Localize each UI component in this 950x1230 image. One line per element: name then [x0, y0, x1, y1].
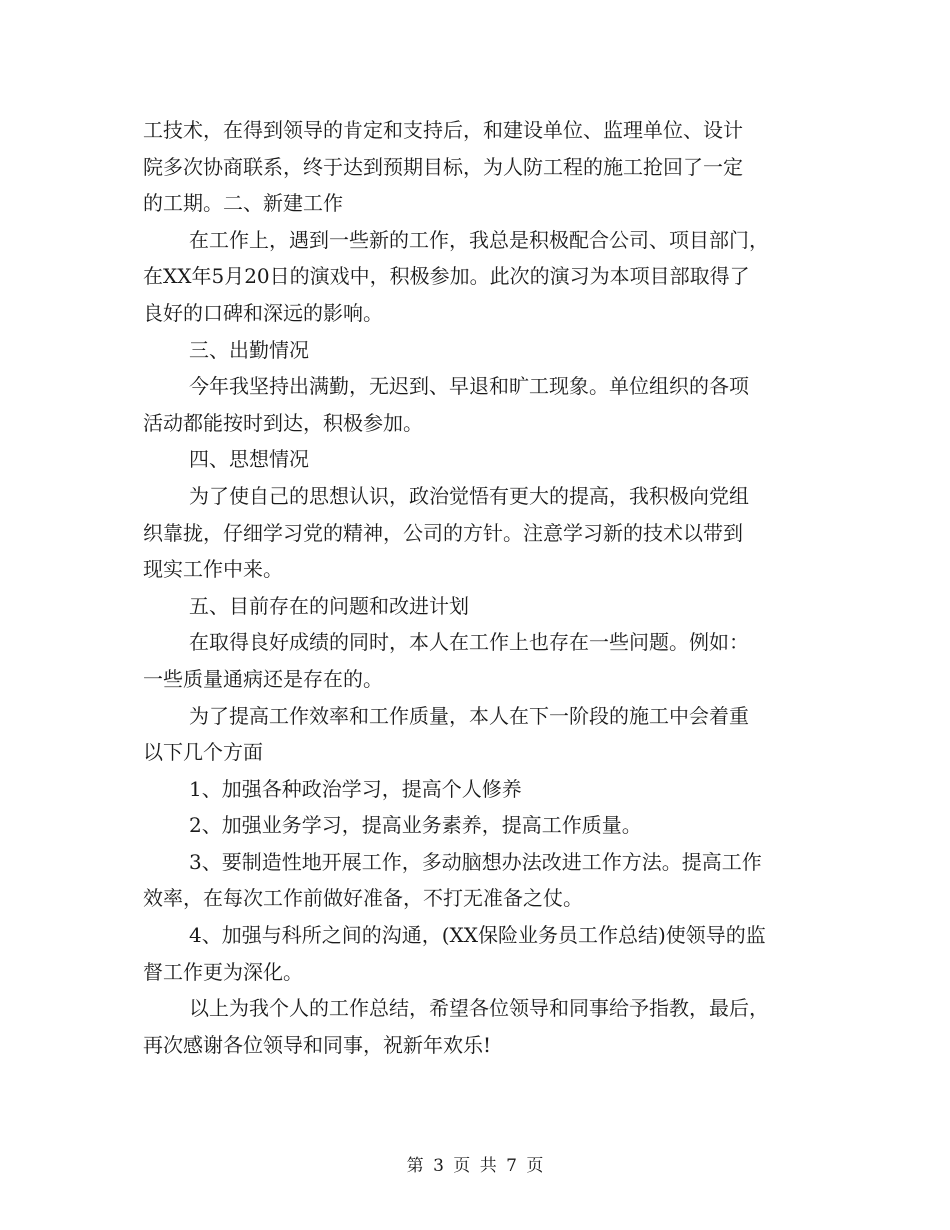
text-line: 督工作更为深化。 [143, 959, 303, 984]
text-line: 活动都能按时到达，积极参加。 [143, 410, 423, 435]
text-line: 良好的口碑和深远的影响。 [143, 300, 383, 325]
list-item: 1、加强各种政治学习，提高个人修养 [189, 776, 522, 801]
text-line: 织靠拢，仔细学习党的精神，公司的方针。注意学习新的技术以带到 [143, 520, 743, 545]
list-item: 3、要制造性地开展工作，多动脑想办法改进工作方法。提高工作 [189, 849, 762, 874]
section-heading: 四、思想情况 [189, 447, 309, 472]
section-heading: 五、目前存在的问题和改进计划 [189, 593, 469, 618]
list-item: 2、加强业务学习，提高业务素养，提高工作质量。 [189, 813, 642, 838]
text-line: 的工期。二、新建工作 [143, 191, 343, 216]
text-line: 在XX年5月20日的演戏中，积极参加。此次的演习为本项目部取得了 [143, 264, 750, 289]
text-line: 今年我坚持出满勤，无迟到、早退和旷工现象。单位组织的各项 [189, 374, 749, 399]
text-line: 现实工作中来。 [143, 557, 283, 582]
text-line: 为了使自己的思想认识，政治觉悟有更大的提高，我积极向党组 [189, 483, 749, 508]
text-line: 工技术，在得到领导的肯定和支持后，和建设单位、监理单位、设计 [143, 118, 743, 142]
text-line: 效率，在每次工作前做好准备，不打无准备之仗。 [143, 886, 583, 911]
text-line: 在取得良好成绩的同时，本人在工作上也存在一些问题。例如： [189, 630, 749, 655]
page-number-footer: 第 3 页 共 7 页 [406, 1156, 544, 1176]
section-heading: 三、出勤情况 [189, 337, 309, 362]
text-line: 为了提高工作效率和工作质量，本人在下一阶段的施工中会着重 [189, 703, 749, 728]
text-line: 以上为我个人的工作总结，希望各位领导和同事给予指教，最后， [189, 996, 769, 1021]
list-item: 4、加强与科所之间的沟通，(XX保险业务员工作总结)使领导的监 [189, 923, 766, 948]
text-line: 在工作上，遇到一些新的工作，我总是积极配合公司、项目部门， [189, 227, 769, 252]
text-line: 再次感谢各位领导和同事，祝新年欢乐! [143, 1032, 492, 1057]
text-line: 院多次协商联系，终于达到预期目标，为人防工程的施工抢回了一定 [143, 154, 743, 179]
text-line: 一些质量通病还是存在的。 [143, 666, 383, 691]
text-line: 以下几个方面 [143, 740, 263, 765]
document-body [143, 112, 815, 1063]
